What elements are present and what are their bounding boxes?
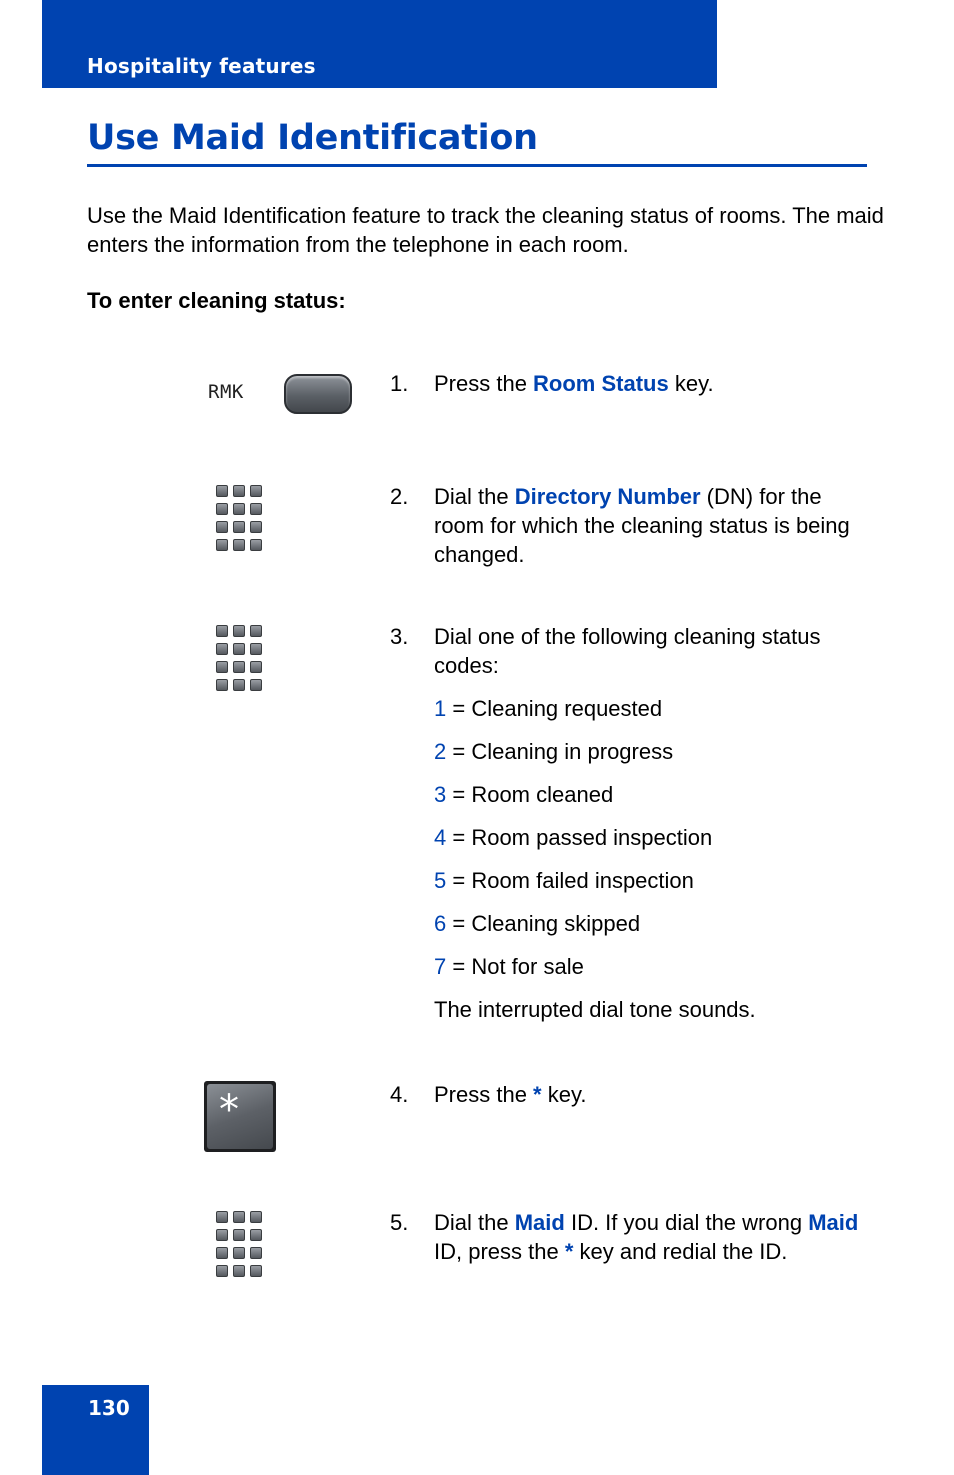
status-code-label: = Cleaning requested — [446, 696, 663, 721]
step-note: The interrupted dial tone sounds. — [434, 997, 756, 1022]
step-text: Dial the — [434, 1210, 515, 1235]
step-text: (DN) for the room for which the cleaning status is being changed. — [434, 484, 850, 567]
star-key-icon — [204, 1081, 276, 1152]
status-code-item — [434, 952, 870, 981]
step-text: Dial the — [434, 484, 515, 509]
step-number: 1. — [390, 371, 409, 396]
status-code: 5 — [434, 868, 447, 893]
status-code-item — [434, 737, 870, 766]
step-5 — [390, 1208, 870, 1266]
procedure-heading: To enter cleaning status: — [87, 288, 346, 313]
step-1 — [390, 369, 870, 398]
step-number: 3. — [390, 624, 409, 649]
step-text: Dial one of the following cleaning status codes: — [434, 624, 821, 678]
status-code-item — [434, 823, 870, 852]
status-code-label: = Not for sale — [446, 954, 584, 979]
header-band — [42, 0, 717, 88]
key-name: * — [564, 1239, 574, 1264]
status-code-label: = Room failed inspection — [446, 868, 694, 893]
step-text: Press the — [434, 371, 534, 396]
key-name: * — [533, 1082, 542, 1107]
intro-paragraph: Use the Maid Identification feature to track the cleaning status of rooms. The maid enters the information from the telephone in each room. — [87, 203, 884, 257]
step-text: Press the — [434, 1082, 534, 1107]
status-code-label: = Cleaning in progress — [446, 739, 674, 764]
page-title: Use Maid Identification — [87, 118, 538, 158]
step-text: key. — [668, 371, 714, 396]
step-number: 2. — [390, 484, 409, 509]
key-name: Maid — [514, 1210, 565, 1235]
star-symbol: * — [207, 1084, 273, 1149]
status-code-label: = Room passed inspection — [446, 825, 713, 850]
step-number: 5. — [390, 1210, 409, 1235]
step-2 — [390, 482, 870, 569]
status-code: 2 — [434, 739, 447, 764]
step-4 — [390, 1080, 870, 1109]
key-name: Maid — [808, 1210, 859, 1235]
dialpad-icon — [216, 485, 262, 551]
key-name: Room Status — [533, 371, 669, 396]
key-name: Directory Number — [514, 484, 701, 509]
dialpad-icon — [216, 1211, 262, 1277]
dialpad-icon — [216, 625, 262, 691]
status-code: 6 — [434, 911, 447, 936]
step-3 — [390, 622, 870, 1024]
status-code-item — [434, 866, 870, 895]
status-code-item — [434, 780, 870, 809]
step-number: 4. — [390, 1082, 409, 1107]
status-code-item — [434, 909, 870, 938]
step-text: key and redial the ID. — [573, 1239, 788, 1264]
title-divider — [87, 164, 867, 167]
softkey-button-icon — [284, 374, 352, 414]
section-title: Hospitality features — [87, 54, 316, 78]
status-code-label: = Room cleaned — [446, 782, 614, 807]
status-code: 7 — [434, 954, 447, 979]
step-text: ID. If you dial the wrong — [564, 1210, 809, 1235]
step-text: ID, press the — [434, 1239, 565, 1264]
status-code: 1 — [434, 696, 447, 721]
status-code-label: = Cleaning skipped — [446, 911, 641, 936]
status-code: 3 — [434, 782, 447, 807]
status-code-item — [434, 694, 870, 723]
page-number: 130 — [88, 1396, 130, 1420]
page-number-band — [42, 1385, 149, 1475]
step-text: key. — [541, 1082, 587, 1107]
rmk-display-label: RMK — [208, 381, 244, 403]
status-code: 4 — [434, 825, 447, 850]
